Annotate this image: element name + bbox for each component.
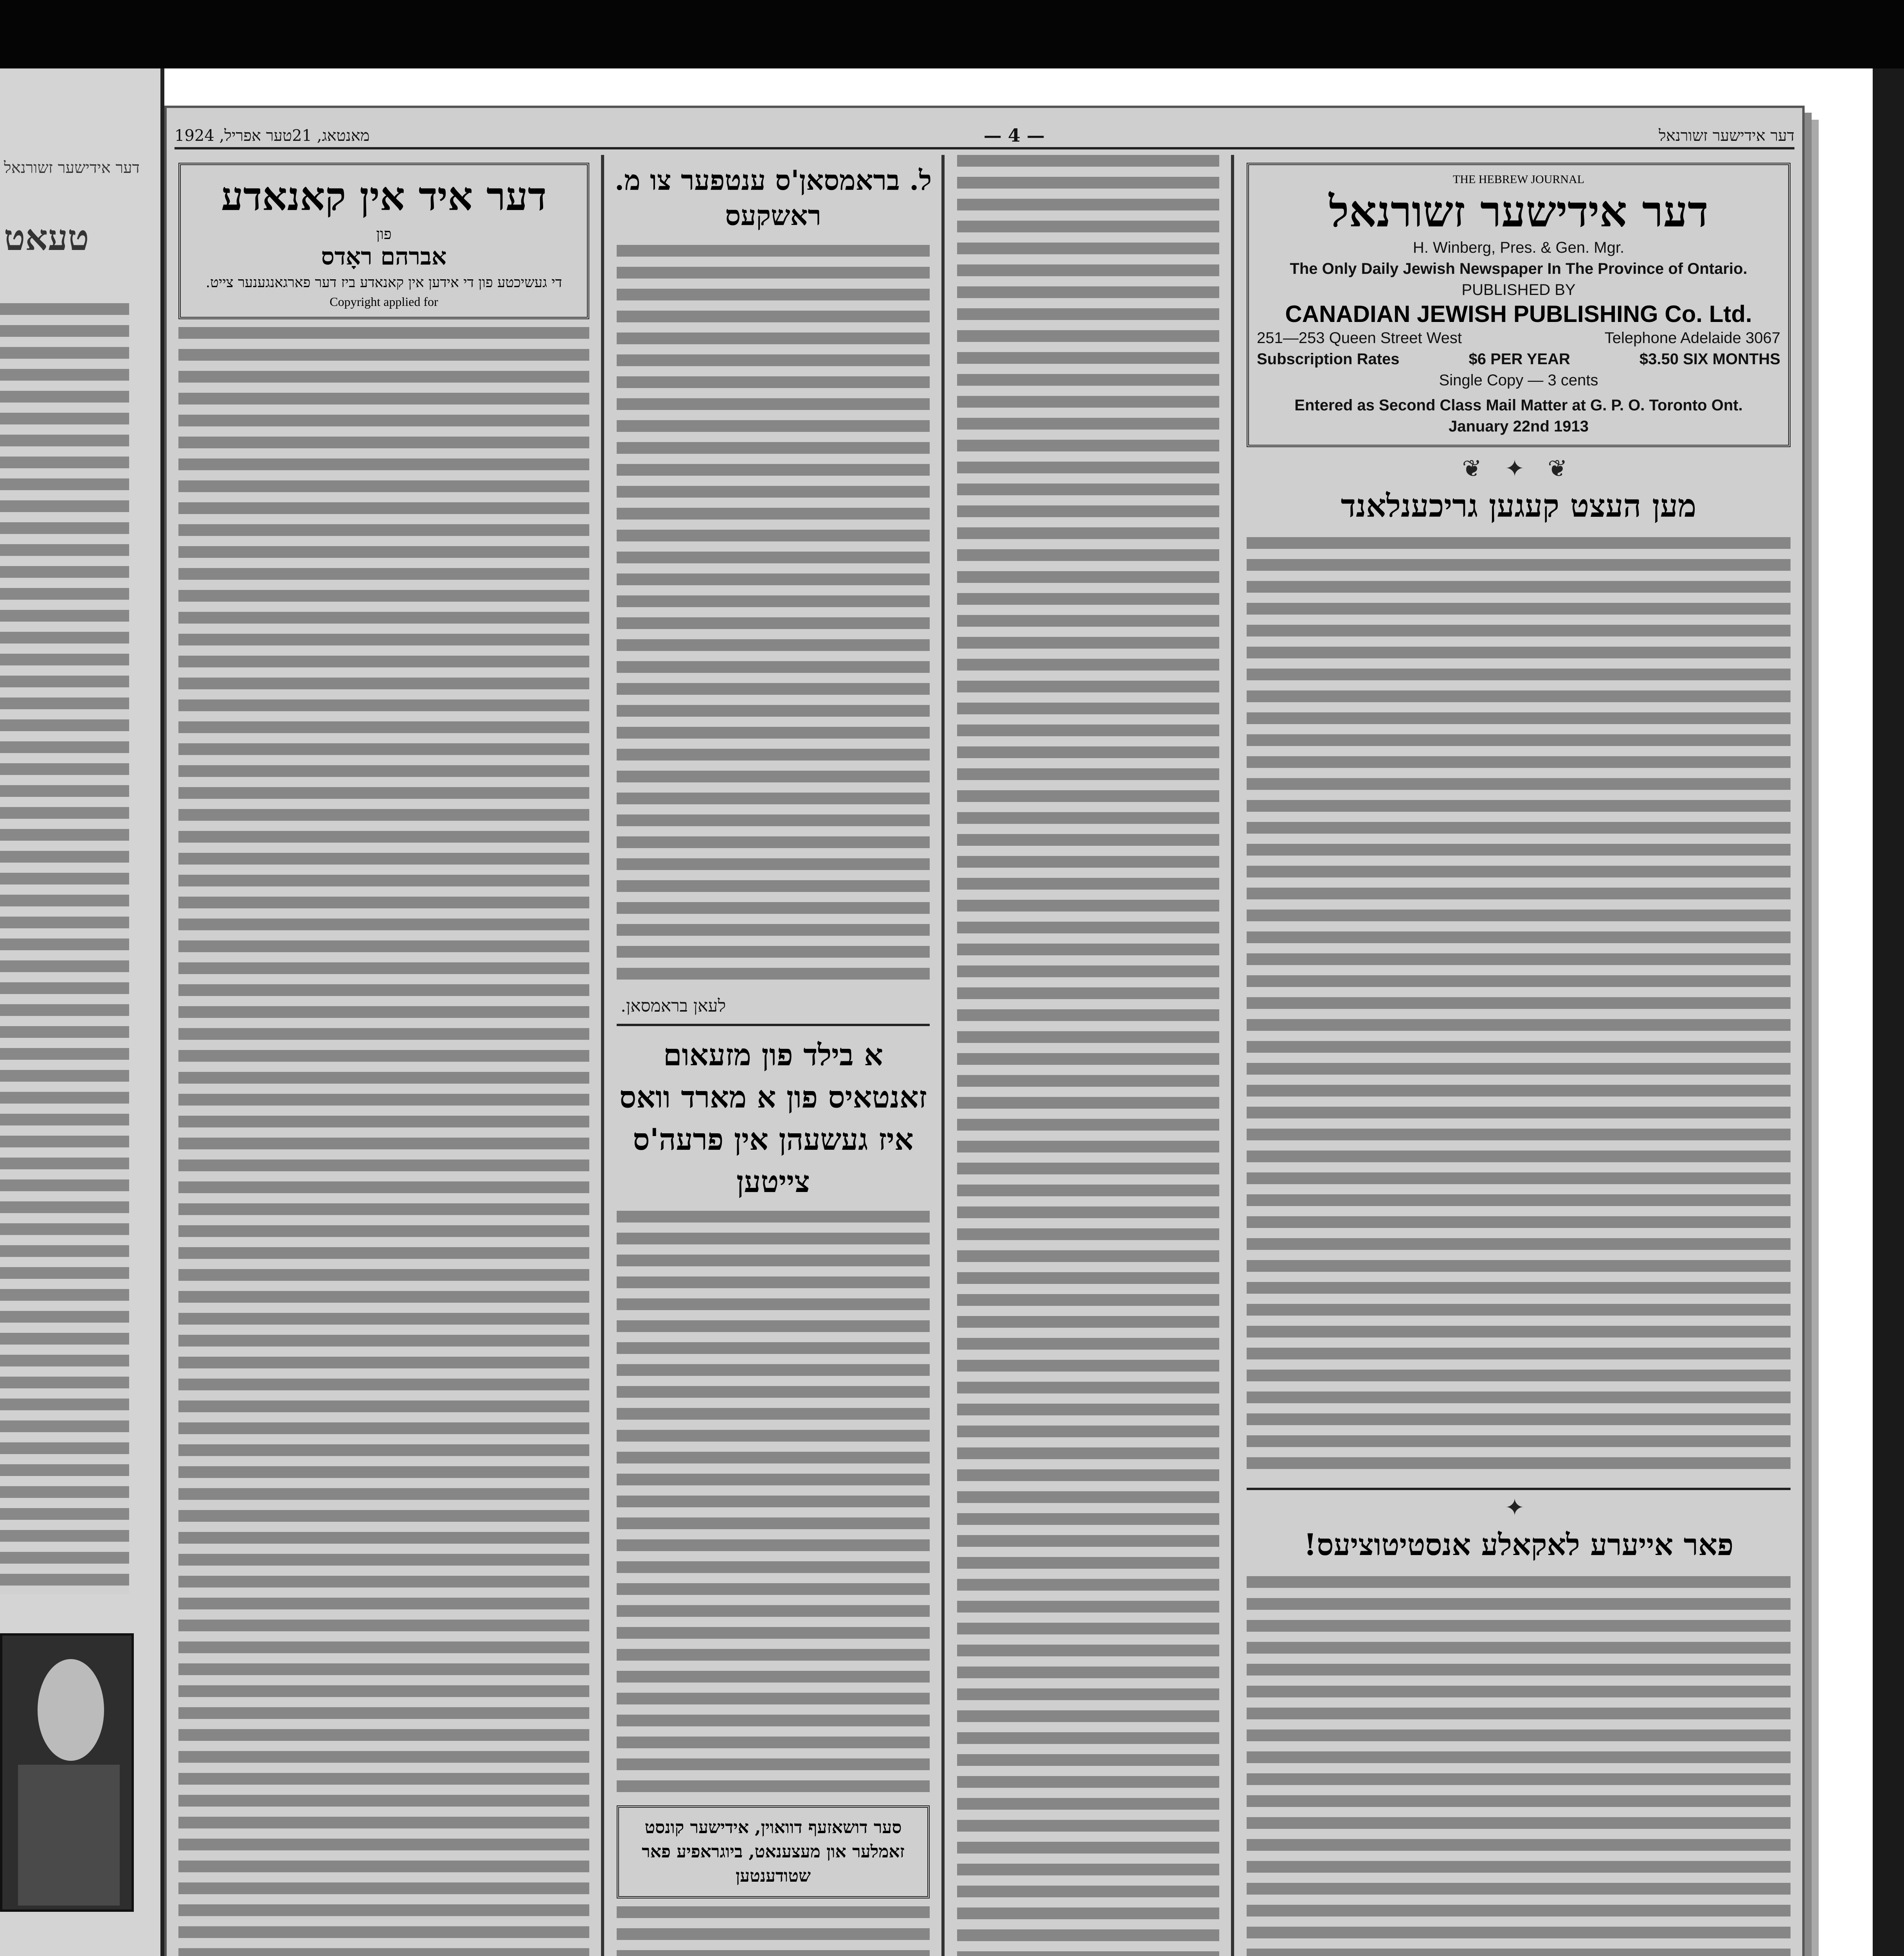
editorial-2-body-text [1247, 1576, 1791, 1956]
museum-headline: א בילד פון מזעאום זאנטאיס פון א מארד וואס איז געשעהן אין פרעה'ס צייטען [619, 1037, 927, 1199]
masthead-entered-as: Entered as Second Class Mail Matter at G. P. O. Toronto Ont. [1294, 397, 1743, 414]
previous-page-title-fragment: טעאט [4, 217, 89, 259]
feature-subtitle: די געשיכטע פון די אידען אין קאנאדע ביז דער פארגאנגענער צייט. [205, 275, 562, 291]
masthead-box [1247, 163, 1791, 447]
masthead-telephone: Telephone Adelaide 3067 [1604, 329, 1780, 347]
ornament-divider: ❦ ✦ ❦ [1462, 455, 1575, 482]
feature-body-text [178, 327, 589, 1956]
page-number: — 4 — [983, 125, 1045, 146]
letter-signature: לעאן בראמסאן. [621, 996, 726, 1016]
newspaper-page [164, 106, 1805, 1956]
portrait-body [18, 1765, 120, 1906]
masthead-publisher: H. Winberg, Pres. & Gen. Mgr. [1413, 239, 1625, 256]
column-rule [1231, 155, 1234, 1956]
editorial-1-body-text [1247, 537, 1791, 1476]
masthead-six-months: $3.50 SIX MONTHS [1639, 351, 1780, 368]
biography-subhead-box [617, 1805, 930, 1898]
masthead-english-name: THE HEBREW JOURNAL [1452, 173, 1585, 186]
masthead-published-by: PUBLISHED BY [1461, 281, 1576, 298]
masthead-per-year: $6 PER YEAR [1468, 351, 1570, 368]
right-dark-margin [1873, 68, 1904, 1956]
ornament-divider: ✦ [1504, 1494, 1533, 1521]
page-header [175, 124, 1794, 149]
copyright-notice: Copyright applied for [329, 295, 438, 309]
masthead-rates-row [1257, 349, 1780, 370]
letter-body-text [617, 245, 930, 988]
feature-author: אברהם ראָדס [321, 243, 447, 270]
masthead-address-row [1257, 327, 1780, 349]
letter-column [605, 155, 941, 1956]
section-divider [1247, 1488, 1791, 1490]
continuation-body-text [957, 155, 1219, 1956]
feature-title: דער איד אין קאנאדע [221, 173, 547, 219]
museum-body-text [617, 1211, 930, 1798]
portrait-face [38, 1659, 104, 1761]
letter-title: ל. בראמסאן'ס ענטפער צו מ. ראשקעס [614, 164, 932, 232]
masthead-tagline: The Only Daily Jewish Newspaper In The Province of Ontario. [1290, 260, 1747, 277]
previous-page-header: דער אידישער זשורנאל [4, 159, 140, 177]
biography-body-text [617, 1906, 930, 1956]
feature-column [167, 155, 601, 1956]
masthead-company: CANADIAN JEWISH PUBLISHING Co. Ltd. [1285, 301, 1752, 327]
biography-subhead: סער דושאזעף דוואוין, אידישער קונסט זאמלער און מעצענאט, ביוגראפיע פאר שטודענטען [642, 1818, 905, 1886]
previous-page-text-lines [0, 303, 129, 1594]
previous-page-fragment [0, 68, 164, 1956]
top-black-margin [0, 0, 1904, 68]
feature-author-label: פון [376, 225, 392, 243]
editorial-column [1235, 155, 1802, 1956]
editorial-2-title: פאר אייערע לאקאלע אנסטיטוציעס! [1303, 1527, 1734, 1562]
masthead-single-copy: Single Copy — 3 cents [1439, 372, 1598, 389]
continuation-column [945, 155, 1231, 1956]
masthead-entered-date: January 22nd 1913 [1449, 418, 1589, 435]
column-rule [601, 155, 604, 1956]
paper-name-header: דער אידישער זשורנאל [1659, 126, 1794, 145]
masthead-subscription-label: Subscription Rates [1257, 351, 1400, 368]
section-divider [617, 1024, 930, 1026]
masthead-hebrew-name: דער אידישער זשורנאל [1329, 186, 1708, 237]
date-line: מאנטאג, 21טער אפריל, 1924 [175, 126, 370, 145]
column-rule [941, 155, 945, 1956]
portrait-photo [0, 1633, 134, 1912]
masthead-address: 251—253 Queen Street West [1257, 329, 1462, 347]
editorial-1-title: מען העצט קעגען גריכענלאנד [1341, 487, 1697, 524]
feature-title-box [178, 163, 589, 319]
